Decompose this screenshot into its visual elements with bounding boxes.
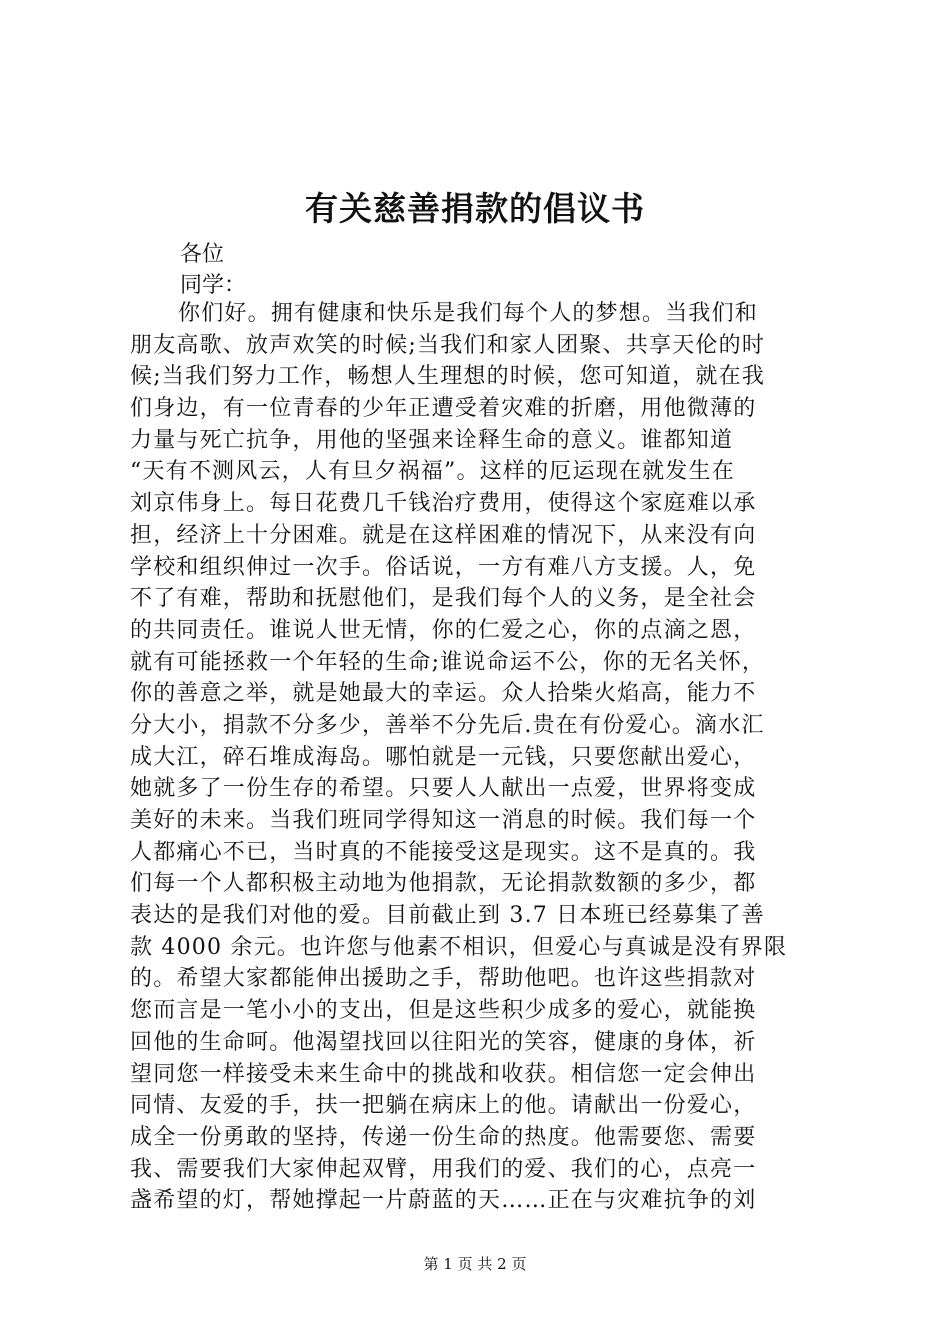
body-line: 望同您一样接受未来生命中的挑战和收获。相信您一定会伸出 <box>130 1061 757 1087</box>
body-line: 表达的是我们对他的爱。目前截止到 3.7 日本班已经募集了善 <box>130 903 765 929</box>
body-line: 分大小，捐款不分多少，善举不分先后.贵在有份爱心。滴水汇 <box>130 712 765 738</box>
body-paragraph <box>130 298 835 1217</box>
body-line: 们每一个人都积极主动地为他捐款，无论捐款数额的多少，都 <box>130 871 757 897</box>
body-line: 们身边，有一位青春的少年正遭受着灾难的折磨，用他微薄的 <box>130 396 757 422</box>
body-line: 候;当我们努力工作，畅想人生理想的时候，您可知道，就在我 <box>130 364 766 390</box>
body-line: 款 4000 余元。也许您与他素不相识，但爱心与真诚是没有界限 <box>130 934 788 960</box>
body-line: 美好的未来。当我们班同学得知这一消息的时候。我们每一个 <box>130 808 757 833</box>
body-line: 力量与死亡抗争，用他的坚强来诠释生命的意义。谁都知道 <box>130 427 734 453</box>
body-line: 的共同责任。谁说人世无情，你的仁爱之心，你的点滴之恩， <box>130 617 757 643</box>
page-number-footer: 第 1 页 共 2 页 <box>423 1255 527 1273</box>
body-line: 学校和组织伸过一次手。俗话说，一方有难八方支援。人，免 <box>130 554 757 580</box>
body-line: 的。希望大家都能伸出援助之手，帮助他吧。也许这些捐款对 <box>130 966 757 992</box>
salutation-line-1: 各位 <box>180 242 225 267</box>
body-line: 成大江，碎石堆成海岛。哪怕就是一元钱，只要您献出爱心， <box>130 744 757 770</box>
body-line: 您而言是一笔小小的支出，但是这些积少成多的爱心，就能换 <box>130 998 757 1024</box>
body-line: 我、需要我们大家伸起双臂，用我们的爱、我们的心，点亮一 <box>130 1156 757 1182</box>
body-line: 盏希望的灯，帮她撑起一片蔚蓝的天……正在与灾难抗争的刘 <box>130 1188 757 1214</box>
body-line: 人都痛心不已，当时真的不能接受这是现实。这不是真的。我 <box>130 839 757 865</box>
body-line: 同情、友爱的手，扶一把躺在病床上的他。请献出一份爱心， <box>130 1093 757 1119</box>
body-line: 担，经济上十分困难。就是在这样困难的情况下，从来没有向 <box>130 522 757 548</box>
body-line: 刘京伟身上。每日花费几千钱治疗费用，使得这个家庭难以承 <box>130 491 757 517</box>
body-line: 朋友高歌、放声欢笑的时候;当我们和家人团聚、共享天伦的时 <box>130 332 766 358</box>
body-line: 回他的生命呵。他渴望找回以往阳光的笑容，健康的身体，祈 <box>130 1029 757 1055</box>
body-line: “天有不测风云，人有旦夕祸福”。这样的厄运现在就发生在 <box>130 459 735 485</box>
body-line: 你的善意之举，就是她最大的幸运。众人拾柴火焰高，能力不 <box>130 681 757 707</box>
salutation-line-2: 同学： <box>180 273 247 298</box>
body-line: 就有可能拯救一个年轻的生命;谁说命运不公，你的无名关怀， <box>130 649 766 675</box>
document-title: 有关慈善捐款的倡议书 <box>305 189 645 228</box>
body-line: 不了有难，帮助和抚慰他们，是我们每个人的义务，是全社会 <box>130 586 757 612</box>
body-line: 她就多了一份生存的希望。只要人人献出一点爱，世界将变成 <box>130 776 757 802</box>
body-line: 成全一份勇敢的坚持，传递一份生命的热度。他需要您、需要 <box>130 1124 757 1150</box>
body-line: 你们好。拥有健康和快乐是我们每个人的梦想。当我们和 <box>178 301 759 326</box>
